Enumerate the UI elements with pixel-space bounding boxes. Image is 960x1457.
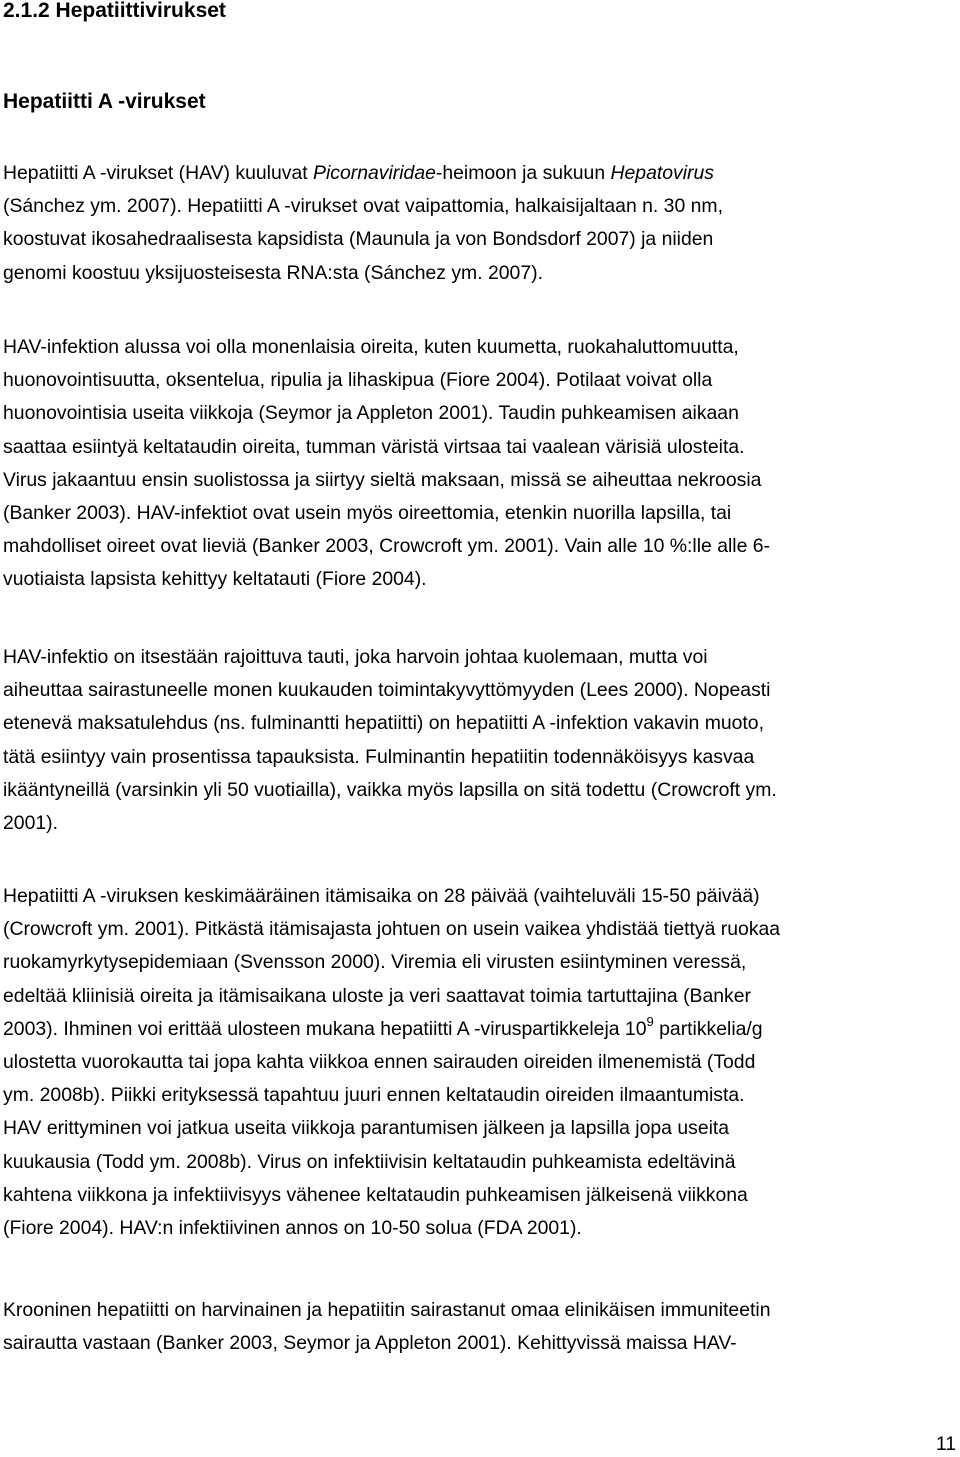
text-line: huonovointisia useita viikkoja (Seymor ja Appleton 2001). Taudin puhkeamisen aikaan — [3, 402, 739, 425]
text-line: saattaa esiintyä keltataudin oireita, tumman väristä virtsaa tai vaalean värisiä ulosteita. — [3, 435, 745, 458]
text-line: HAV-infektio on itsestään rajoittuva tauti, joka harvoin johtaa kuolemaan, mutta voi — [3, 646, 708, 668]
section-heading: 2.1.2 Hepatiittivirukset — [3, 0, 226, 22]
text-line: tätä esiintyy vain prosentissa tapauksista. Fulminantin hepatiitin todennäköisyys kasvaa — [3, 745, 755, 768]
text-line: kahtena viikkona ja infektiivisyys vähenee keltataudin puhkeamisen jälkeisenä viikkona — [3, 1183, 748, 1206]
text-line: Virus jakaantuu ensin suolistossa ja siirtyy sieltä maksaan, missä se aiheuttaa nekroosia — [3, 468, 762, 491]
text-line: Hepatiitti A -viruksen keskimääräinen itämisaika on 28 päivää (vaihteluväli 15-50 päivää) — [3, 885, 760, 907]
paragraph-symptoms — [3, 331, 960, 597]
text-line: HAV erittyminen voi jatkua useita viikkoja parantumisen jälkeen ja lapsilla jopa useita — [3, 1117, 730, 1140]
text-line: kuukausia (Todd ym. 2008b). Virus on infektiivisin keltataudin puhkeamista edeltävinä — [3, 1150, 736, 1173]
text-line: HAV-infektion alussa voi olla monenlaisia oireita, kuten kuumetta, ruokahaluttomuutta, — [3, 336, 739, 358]
text-line: (Crowcroft ym. 2001). Pitkästä itämisajasta johtuen on usein vaikea yhdistää tiettyä ruokaa — [3, 918, 781, 941]
exponent: 9 — [646, 1013, 654, 1029]
sub-heading: Hepatiitti A -virukset — [3, 90, 206, 113]
text-line: 2001). — [3, 811, 58, 834]
paragraph-chronic — [3, 1294, 960, 1360]
text-line: ruokamyrkytysepidemiaan (Svensson 2000). Viremia eli virusten esiintyminen veressä, — [3, 951, 747, 974]
text-line: vuotiaista lapsista kehittyy keltatauti (Fiore 2004). — [3, 568, 427, 591]
text-line: ikääntyneillä (varsinkin yli 50 vuotiailla), vaikka myös lapsilla on sitä todettu (Crowcroft ym. — [3, 778, 777, 801]
taxon-name: Picornaviridae — [313, 162, 436, 184]
paragraph-incubation — [3, 880, 960, 1245]
text-line: (Fiore 2004). HAV:n infektiivinen annos on 10-50 solua (FDA 2001). — [3, 1216, 582, 1239]
page-number: 11 — [935, 1433, 956, 1455]
text-line: edeltää kliinisiä oireita ja itämisaikana uloste ja veri saattavat toimia tartuttajina (Banker — [3, 984, 751, 1007]
text-line: sairautta vastaan (Banker 2003, Seymor ja Appleton 2001). Kehittyvissä maissa HAV- — [3, 1332, 737, 1355]
text-line: genomi koostuu yksijuosteisesta RNA:sta (Sánchez ym. 2007). — [3, 261, 543, 284]
paragraph-disease-course — [3, 641, 960, 840]
text-line: (Banker 2003). HAV-infektiot ovat usein myös oireettomia, etenkin nuorilla lapsilla, tai — [3, 501, 732, 524]
text-line: huonovointisuutta, oksentelua, ripulia ja lihaskipua (Fiore 2004). Potilaat voivat olla — [3, 369, 713, 392]
text-line: Hepatiitti A -virukset (HAV) kuuluvat Picornaviridae-heimoon ja sukuun Hepatovirus — [3, 162, 714, 184]
text-line: ulostetta vuorokautta tai jopa kahta viikkoa ennen sairauden oireiden ilmenemistä (Todd — [3, 1050, 756, 1073]
text-line: etenevä maksatulehdus (ns. fulminantti hepatiitti) on hepatiitti A -infektion vakavin muoto, — [3, 712, 764, 735]
paragraph-virus-classification — [3, 157, 960, 290]
text-line: (Sánchez ym. 2007). Hepatiitti A -virukset ovat vaipattomia, halkaisijaltaan n. 30 nm, — [3, 195, 723, 218]
text-line: Krooninen hepatiitti on harvinainen ja hepatiitin sairastanut omaa elinikäisen immuniteetin — [3, 1299, 771, 1321]
text-line: 2003). Ihminen voi erittää ulosteen mukana hepatiitti A -viruspartikkeleja $10^9$ partikkelia/g — [3, 1013, 763, 1040]
text-line: koostuvat ikosahedraalisesta kapsidista (Maunula ja von Bondsdorf 2007) ja niiden — [3, 228, 714, 251]
text-line: aiheuttaa sairastuneelle monen kuukauden toimintakyvyttömyyden (Lees 2000). Nopeasti — [3, 679, 771, 702]
text-line: mahdolliset oireet ovat lieviä (Banker 2003, Crowcroft ym. 2001). Vain alle 10 %:lle alle 6- — [3, 535, 771, 558]
text-line: ym. 2008b). Piikki erityksessä tapahtuu juuri ennen keltataudin oireiden ilmaantumista. — [3, 1084, 745, 1107]
taxon-name: Hepatovirus — [610, 162, 714, 184]
